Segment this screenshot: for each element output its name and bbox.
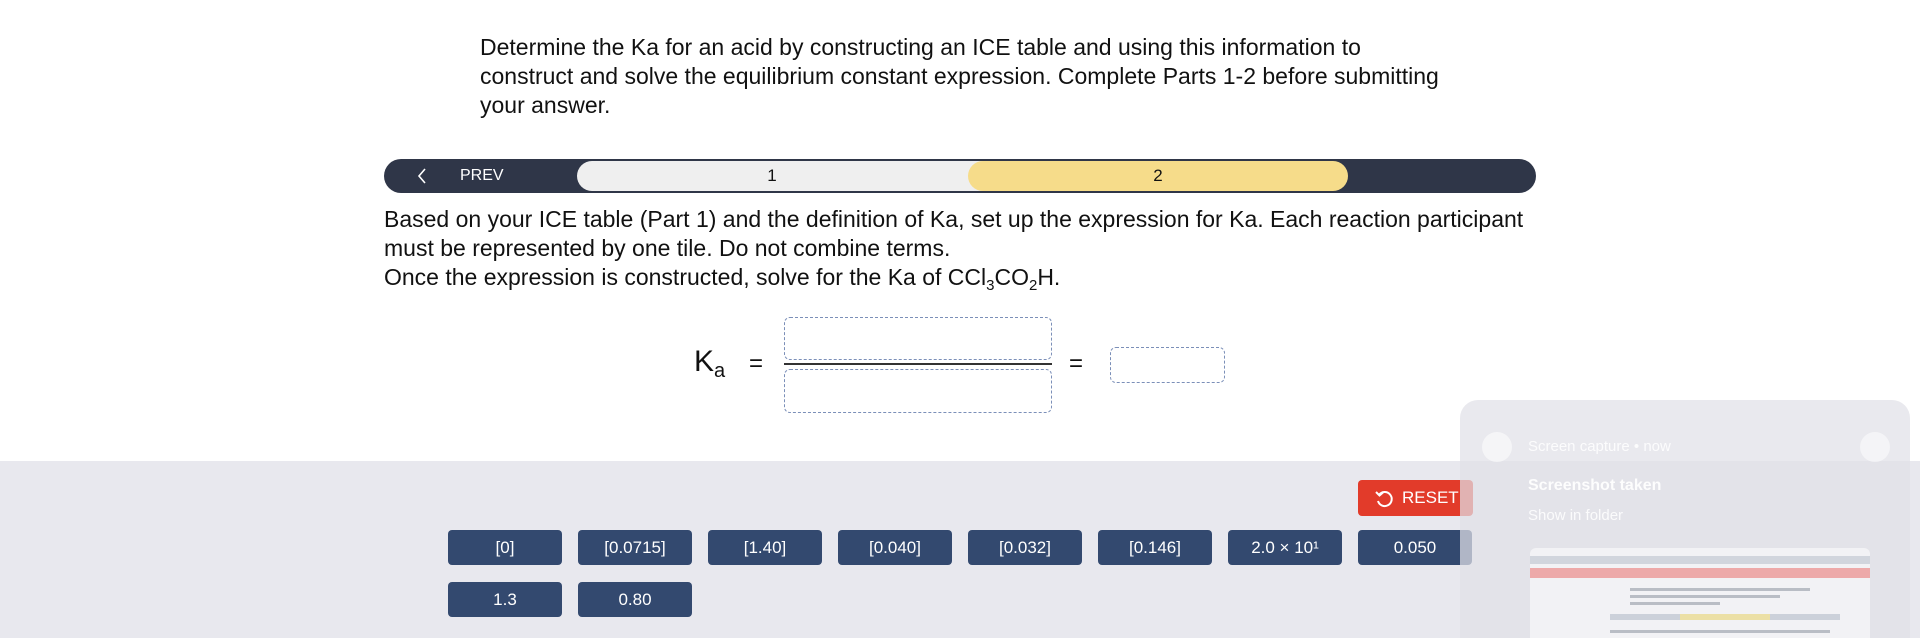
thumb-line [1630,595,1780,598]
tile-1-3[interactable]: 1.3 [448,582,562,617]
thumb-bar [1530,568,1870,578]
tile-2-0e1[interactable]: 2.0 × 10¹ [1228,530,1342,565]
undo-icon [1374,489,1394,509]
question-line-1: Based on your ICE table (Part 1) and the definition of Ka, set up the expression for Ka. Each reaction participant must be represented by one tile. Do not combine terms. [384,206,1524,261]
tile-0[interactable]: [0] [448,530,562,565]
screen-capture-icon [1482,432,1512,462]
prev-button[interactable] [384,159,576,193]
ka-k: K [694,345,715,378]
tile-0-050[interactable]: 0.050 [1358,530,1472,565]
tile-0-0715[interactable]: [0.0715] [578,530,692,565]
subscript-3: 3 [986,277,995,294]
equals-sign-2: = [1069,350,1084,377]
prev-label: PREV [460,167,504,184]
thumb-bar [1530,556,1870,564]
denominator-dropzone[interactable] [784,369,1052,413]
screenshot-thumbnail[interactable] [1530,548,1870,638]
ka-subscript: a [714,360,726,382]
numerator-dropzone[interactable] [784,317,1052,360]
screenshot-notification[interactable] [1460,400,1910,638]
step-1-label: 1 [767,166,777,185]
question-text [384,205,1544,292]
thumb-line [1630,602,1720,605]
tile-1-40[interactable]: [1.40] [708,530,822,565]
tile-0-032[interactable]: [0.032] [968,530,1082,565]
thumb-line [1610,630,1830,633]
ka-answer-input[interactable] [1110,347,1225,383]
tile-0-040[interactable]: [0.040] [838,530,952,565]
question-line-2-prefix: Once the expression is constructed, solve for the Ka of CCl [384,264,987,290]
question-line-2-suffix: H. [1037,264,1061,290]
step-1[interactable] [577,161,987,191]
tile-0-146[interactable]: [0.146] [1098,530,1212,565]
part-stepper [384,159,1536,193]
collapse-button[interactable] [1860,432,1890,462]
ka-symbol [694,345,726,382]
question-formula-mid: CO [994,264,1029,290]
step-2-label: 2 [1153,166,1163,185]
instructions-text: Determine the Ka for an acid by constructing an ICE table and using this information to construct and solve the equilibrium constant expression. Complete Parts 1-2 before submitting your answer. [480,34,1439,118]
fraction-bar [784,363,1052,365]
notification-title: Screenshot taken [1528,477,1662,494]
thumb-stepper-active [1680,614,1770,620]
chevron-left-icon [414,167,432,185]
reset-button[interactable] [1358,480,1473,516]
show-in-folder-link[interactable]: Show in folder [1528,507,1624,524]
tile-0-80[interactable]: 0.80 [578,582,692,617]
subscript-2: 2 [1028,277,1038,294]
equals-sign-1: = [749,350,764,377]
reset-label: RESET [1402,488,1459,507]
step-2[interactable] [968,161,1348,191]
thumb-line [1630,588,1810,591]
question-line-2 [384,263,1544,292]
notification-app: Screen capture • now [1528,438,1671,455]
